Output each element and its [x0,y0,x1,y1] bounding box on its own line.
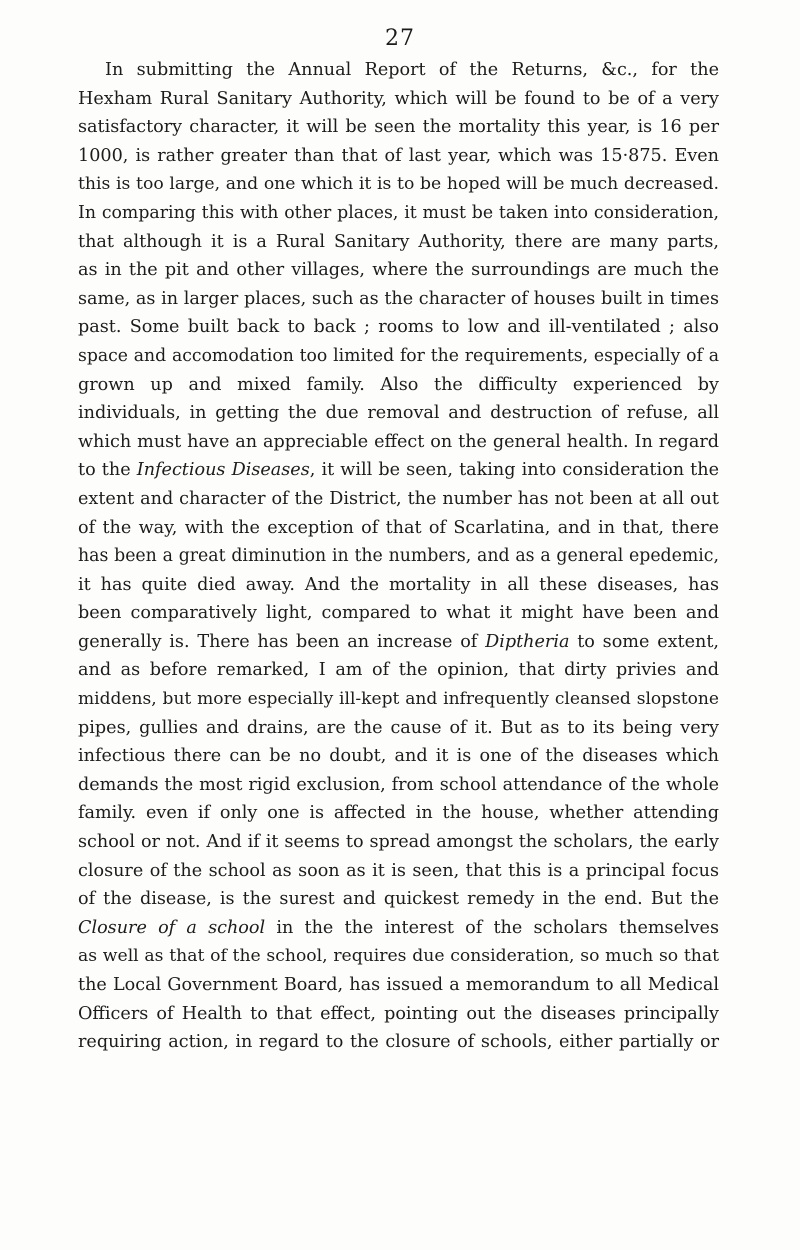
text-line [78,485,719,514]
text-line [78,1028,719,1057]
text-run: family. even if only one is affected in the house, whether attending [78,803,719,824]
text-run: as well as that of the school, requires due consideration, so much so that [78,946,719,967]
text-line [78,142,719,171]
italic-phrase: Closure of a school [78,917,266,938]
text-run: to the [78,460,137,481]
text-run: closure of the school as soon as it is seen, that this is a principal focus [78,860,719,881]
text-line [78,199,719,228]
text-run: In submitting the Annual Report of the Returns, &c., for the [105,60,719,80]
text-run: school or not. And if it seems to spread amongst the scholars, the early [78,832,719,853]
text-line [78,514,719,543]
text-line [78,685,719,714]
text-run: in the the interest of the scholars themselves [265,917,719,938]
text-line [78,542,719,571]
text-line [78,885,719,914]
text-run: generally is. There has been an increase of [78,631,486,652]
text-run: been comparatively light, compared to what it might have been and [78,603,719,624]
text-line [78,113,719,142]
text-run: pipes, gullies and drains, are the cause of it. But as to its being very [78,717,719,738]
page-number: 27 [385,26,415,51]
text-line [78,799,719,828]
text-line [78,571,719,600]
text-line [78,85,719,114]
text-line [78,771,719,800]
text-run: infectious there can be no doubt, and it is one of the diseases which [78,746,719,767]
text-line [78,914,719,943]
text-run: that although it is a Rural Sanitary Authority, there are many parts, [78,231,719,252]
text-run: , it will be seen, taking into consideration the [309,460,719,481]
text-line [78,285,719,314]
text-run: individuals, in getting the due removal and destruction of refuse, all [78,403,719,424]
italic-phrase: Diptheria [485,631,570,652]
text-line [78,399,719,428]
text-line [78,857,719,886]
text-line [78,313,719,342]
text-line [78,170,719,199]
text-line [78,456,719,485]
text-run: the Local Government Board, has issued a memorandum to all Medical [78,975,719,995]
text-run: satisfactory character, it will be seen the mortality this year, is 16 per [78,117,719,138]
text-line [78,1000,719,1029]
text-run: past. Some built back to back ; rooms to low and ill-ventilated ; also [78,317,719,338]
text-line [78,228,719,257]
text-line [78,971,719,1000]
text-run: extent and character of the District, the number has not been at all out [78,488,719,509]
text-line [78,599,719,628]
text-run: has been a great diminution in the numbers, and as a general epedemic, [78,546,719,567]
text-line [78,342,719,371]
text-run: and as before remarked, I am of the opinion, that dirty privies and [78,660,719,681]
text-line [78,828,719,857]
text-run: this is too large, and one which it is to be hoped will be much decreased. [78,174,719,195]
text-line [78,714,719,743]
text-run: requiring action, in regard to the closure of schools, either partially or [78,1032,719,1053]
text-run: grown up and mixed family. Also the difficulty experienced by [78,374,719,395]
text-run: of the disease, is the surest and quickest remedy in the end. But the [78,889,719,910]
text-run: as in the pit and other villages, where the surroundings are much the [78,260,719,281]
text-run: Hexham Rural Sanitary Authority, which will be found to be of a very [78,88,719,109]
italic-phrase: Infectious Diseases [136,460,310,481]
text-run: it has quite died away. And the mortality in all these diseases, has [78,574,719,595]
text-line [78,942,719,971]
text-run: of the way, with the exception of that of Scarlatina, and in that, there [78,517,719,538]
text-line [78,256,719,285]
text-line [78,742,719,771]
text-run: space and accomodation too limited for the requirements, especially of a [78,345,719,366]
text-run: middens, but more especially ill-kept and infrequently cleansed slopstone [78,689,719,710]
text-run: same, as in larger places, such as the character of houses built in times [78,288,719,309]
text-run: which must have an appreciable effect on the general health. In regard [78,431,719,452]
text-line [78,56,719,85]
text-run: Officers of Health to that effect, pointing out the diseases principally [78,1003,719,1024]
text-run: In comparing this with other places, it must be taken into consideration, [78,202,719,223]
text-run: demands the most rigid exclusion, from school attendance of the whole [78,774,719,795]
text-line [78,371,719,400]
text-line [78,428,719,457]
body-text [78,56,719,1057]
text-run: 1000, is rather greater than that of last year, which was 15·875. Even [78,145,719,166]
text-run: to some extent, [569,631,719,652]
text-line [78,656,719,685]
text-line [78,628,719,657]
